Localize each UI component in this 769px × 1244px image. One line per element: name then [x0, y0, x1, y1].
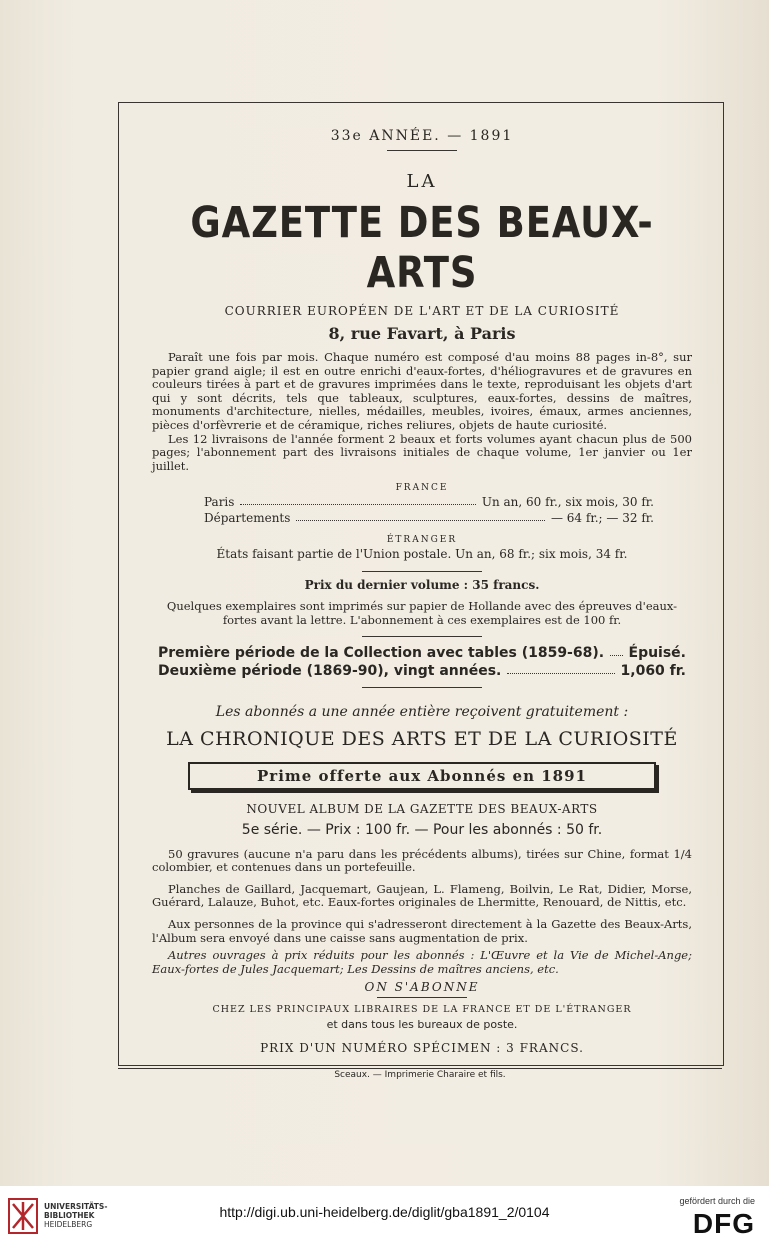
article-la: LA: [406, 171, 438, 192]
price-label: Paris: [204, 495, 235, 510]
dot-leader: [240, 495, 475, 505]
divider: [362, 636, 482, 637]
intro-paragraph-1: Paraît une fois par mois. Chaque numéro est composé d'au moins 88 pages in-8°, sur papier grand aigle; il est en outre enrichi d'eaux-fortes, d'héliogravures et de gravures en couleurs tirées à part et de gravures imprimées dans le texte, reproduisant les objets d'art qui y sont décrits, tels que tableaux, sculptures, eaux-fortes, dessins de maîtres, monuments d'architecture, nielles, médailles, meubles, ivoires, émaux, armes anciennes, pièces d'orfèvrerie et de céramique, riches reliures, objets de haute curiosité.: [152, 350, 692, 432]
dot-leader: [610, 645, 622, 656]
journal-title: GAZETTE DES BEAUX-ARTS: [190, 198, 654, 298]
collection-label: Deuxième période (1869-90), vingt années.: [158, 662, 502, 679]
gravures-text: 50 gravures (aucune n'a paru dans les précédents albums), tirées sur Chine, format 1/4 colombier, et contenues dans un portefeuille.: [152, 846, 692, 875]
album-title: NOUVEL ALBUM DE LA GAZETTE DES BEAUX-ARTS: [246, 801, 598, 816]
collection-label: Première période de la Collection avec tables (1859-68).: [158, 644, 605, 661]
permalink[interactable]: http://digi.ub.uni-heidelberg.de/diglit/gba1891_2/0104: [219, 1204, 550, 1220]
province-text: Aux personnes de la province qui s'adresseront directement à la Gazette des Beaux-Arts, l'Album sera envoyé dans une caisse sans augmentation de prix.: [152, 916, 692, 945]
journal-subtitle: COURRIER EUROPÉEN DE L'ART ET DE LA CURIOSITÉ: [224, 304, 620, 318]
divider: [362, 687, 482, 688]
page-content: [152, 118, 692, 1055]
university-library-name: UNIVERSITÄTS- BIBLIOTHEK HEIDELBERG: [44, 1202, 108, 1229]
bottom-rule: [118, 1068, 722, 1069]
planches-text: Planches de Gaillard, Jacquemart, Gaujean, L. Flameng, Boilvin, Le Rat, Didier, Morse, Guérard, Lalauze, Buhot, etc. Eaux-fortes originales de Lhermitte, Renouard, de Nittis, etc.: [152, 881, 692, 910]
collection-value: 1,060 fr.: [620, 662, 686, 679]
price-label: Départements: [204, 511, 291, 526]
year-line: 33e ANNÉE. — 1891: [330, 128, 514, 144]
dot-leader: [507, 663, 614, 674]
collection-row-2: [158, 663, 686, 679]
funding-note: gefördert durch die: [679, 1196, 755, 1206]
last-volume-price: Prix du dernier volume : 35 francs.: [304, 578, 540, 593]
intro-text: [152, 351, 692, 473]
divider: [377, 997, 467, 998]
collection-row-1: [158, 645, 686, 661]
subscribers-note: Les abonnés a une année entière reçoivent gratuitement :: [215, 703, 629, 720]
dot-leader: [296, 511, 545, 521]
post-offices-line: et dans tous les bureaux de poste.: [326, 1018, 518, 1032]
library-footer: [0, 1186, 769, 1244]
price-value: Un an, 60 fr., six mois, 30 fr.: [481, 495, 654, 510]
subscribe-heading: ON S'ABONNE: [364, 980, 480, 995]
etranger-price: États faisant partie de l'Union postale. Un an, 68 fr.; six mois, 34 fr.: [216, 547, 628, 562]
france-heading: FRANCE: [395, 483, 449, 494]
journal-address: 8, rue Favart, à Paris: [328, 324, 516, 343]
intro-paragraph-2: Les 12 livraisons de l'année forment 2 beaux et forts volumes ayant chacun plus de 500 pages; l'abonnement part des livraisons initiales de chaque volume, 1er janvier ou 1er juillet.: [152, 431, 692, 473]
chronique-title: LA CHRONIQUE DES ARTS ET DE LA CURIOSITÉ: [166, 727, 678, 750]
collection-value: Épuisé.: [628, 644, 686, 661]
other-works-text: Autres ouvrages à prix réduits pour les abonnés : L'Œuvre et la Vie de Michel-Ange; Eaux-fortes de Jules Jacquemart; Les Dessins de maîtres anciens, etc.: [152, 948, 692, 976]
dfg-logo: DFG: [692, 1208, 755, 1239]
specimen-price: PRIX D'UN NUMÉRO SPÉCIMEN : 3 FRANCS.: [260, 1041, 584, 1056]
divider: [362, 571, 482, 572]
album-price: 5e série. — Prix : 100 fr. — Pour les abonnés : 50 fr.: [241, 821, 603, 838]
booksellers-line: CHEZ LES PRINCIPAUX LIBRAIRES DE LA FRANCE ET DE L'ÉTRANGER: [212, 1004, 632, 1016]
divider: [387, 150, 457, 151]
hollande-note: Quelques exemplaires sont imprimés sur papier de Hollande avec des épreuves d'eaux-fortes avant la lettre. L'abonnement à ces exemplaires est de 100 fr.: [166, 599, 678, 627]
prime-banner: Prime offerte aux Abonnés en 1891: [188, 762, 656, 790]
printer-credit: Sceaux. — Imprimerie Charaire et fils.: [334, 1070, 506, 1080]
price-row-departements: [204, 511, 654, 525]
album-details: [152, 848, 692, 977]
price-row-paris: [204, 495, 654, 509]
price-value: — 64 fr.; — 32 fr.: [550, 511, 654, 526]
etranger-heading: ÉTRANGER: [386, 535, 458, 546]
